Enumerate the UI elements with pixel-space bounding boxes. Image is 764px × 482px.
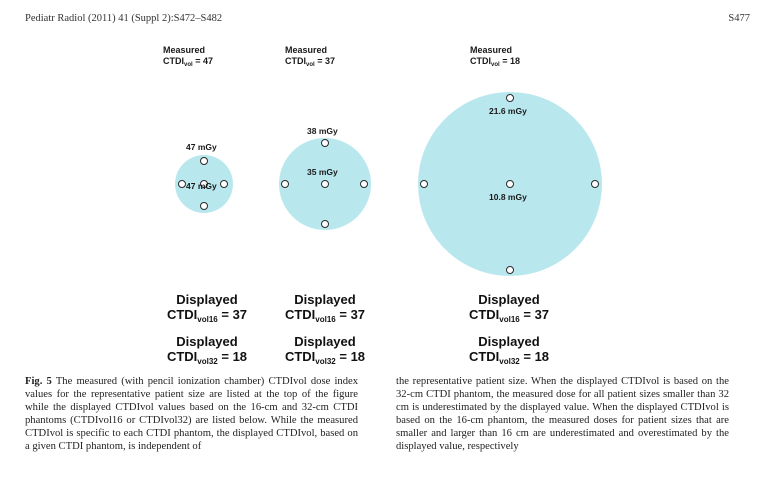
probe-hole-left [281,180,289,188]
figure-caption-left [25,375,358,453]
measured-ctdi: $CTDI_{vol} = 47$ [163,56,213,68]
probe-hole-bottom [321,220,329,228]
displayed-text: Displayed [478,292,540,307]
displayed-text: Displayed [176,334,238,349]
probe-hole-center [506,180,514,188]
dose-top-medium: 38 mGy [307,126,338,136]
measured-ctdi: $CTDI_{vol} = 18$ [470,56,520,68]
dose-center-large: 10.8 mGy [489,192,527,202]
displayed-text: Displayed [294,334,356,349]
dose-center-medium: 35 mGy [307,167,338,177]
caption-text-left: The measured (with pencil ionization chamber) CTDIvol dose index values for the representative patient size are listed at the top of the figure while the displayed CTDIvol values based on the 16-cm and 32-cm CTDI phantoms (CTDIvol16 or CTDIvol32) are listed below. While the measured CTDIvol is specific to each CTDI phantom, the displayed CTDIvol, based on a given CTDI phantom, is independent of [25,376,358,452]
dose-center-small: 47 mGy [186,181,217,191]
probe-hole-center [321,180,329,188]
displayed-text: Displayed [176,292,238,307]
displayed-ctdi32: $CTDI_{vol32} = 18$ [284,349,366,366]
probe-hole-right [220,180,228,188]
probe-hole-top [321,139,329,147]
figure-caption-right: the representative patient size. When the displayed CTDIvol is based on the 32-cm CTDI phantom, the measured dose for all patient sizes smaller than 32 cm is underestimated by the displayed value. When the displayed CTDIvol is based on the 16-cm phantom, the measured doses for patient sizes that are smaller and larger than 16 cm are underestimated and overestimated by the displayed value, respectively [396,376,729,452]
probe-hole-bottom [200,202,208,210]
measured-text: Measured [285,45,328,55]
measured-ctdi: $CTDI_{vol} = 37$ [285,56,335,68]
displayed-block-small [152,292,262,369]
displayed-text: Displayed [478,334,540,349]
measured-label-small [163,45,253,71]
figure-label: Fig. 5 [25,376,52,387]
displayed-ctdi32: $CTDI_{vol32} = 18$ [166,349,248,366]
probe-hole-bottom [506,266,514,274]
page-number: S477 [728,13,750,24]
measured-label-medium [285,45,375,71]
running-header: Pediatr Radiol (2011) 41 (Suppl 2):S472–S482 [25,13,223,24]
displayed-ctdi16: $CTDI_{vol16} = 37$ [166,307,248,324]
probe-hole-left [178,180,186,188]
dose-top-large: 21.6 mGy [489,106,527,116]
displayed-block-large [454,292,564,369]
probe-hole-right [591,180,599,188]
displayed-ctdi16: $CTDI_{vol16} = 37$ [284,307,366,324]
probe-hole-left [420,180,428,188]
displayed-ctdi32: $CTDI_{vol32} = 18$ [468,349,550,366]
measured-text: Measured [163,45,206,55]
displayed-ctdi16: $CTDI_{vol16} = 37$ [468,307,550,324]
measured-text: Measured [470,45,513,55]
dose-top-small: 47 mGy [186,142,217,152]
probe-hole-top [506,94,514,102]
measured-label-large [470,45,560,71]
probe-hole-top [200,157,208,165]
displayed-text: Displayed [294,292,356,307]
probe-hole-right [360,180,368,188]
displayed-block-medium [270,292,380,369]
